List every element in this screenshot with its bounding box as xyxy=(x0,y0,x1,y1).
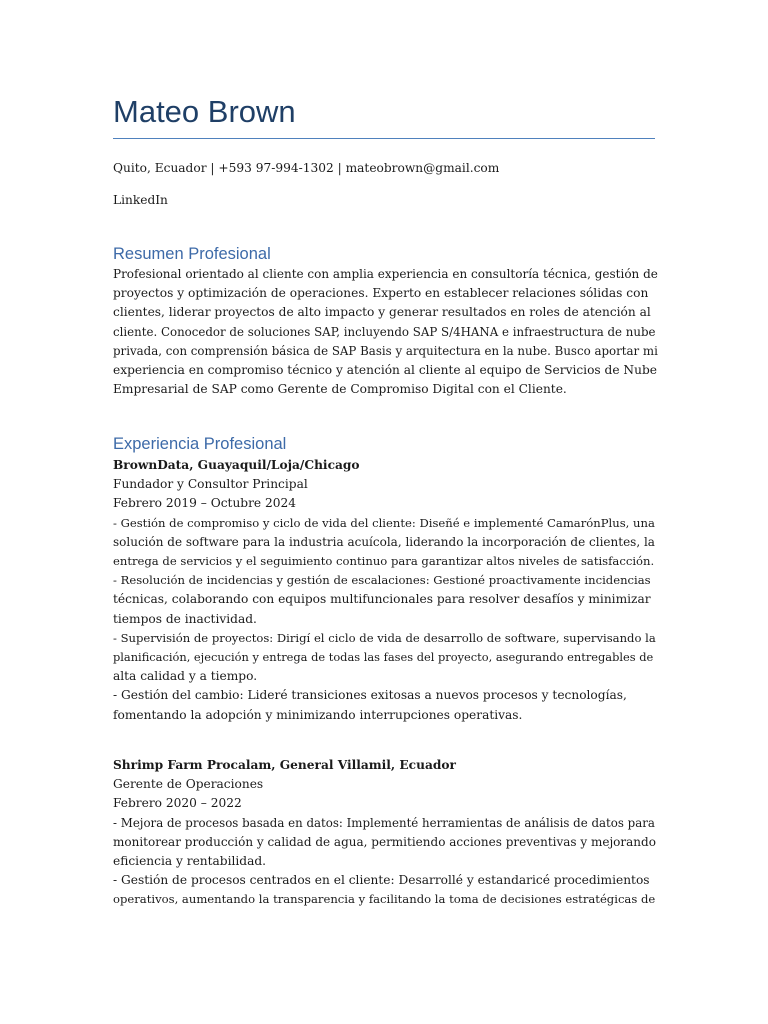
header-divider xyxy=(113,138,655,139)
candidate-name: Mateo Brown xyxy=(113,94,296,129)
job-line: - Supervisión de proyectos: Dirigí el ciclo de vida de desarrollo de software, supervisando la xyxy=(113,630,656,645)
job-entry xyxy=(113,756,658,910)
job-line: - Gestión de procesos centrados en el cliente: Desarrollé y estandaricé procedimientos xyxy=(113,873,650,888)
summary-line: experiencia en compromiso técnico y atención al cliente al equipo de Servicios de Nube xyxy=(113,363,657,378)
summary-heading: Resumen Profesional xyxy=(113,245,271,263)
contact-info: Quito, Ecuador | +593 97-994-1302 | mateobrown@gmail.com xyxy=(113,161,500,175)
job-line: planificación, ejecución y entrega de todas las fases del proyecto, asegurando entregables de xyxy=(113,650,654,665)
summary-line: clientes, liderar proyectos de alto impacto y generar resultados en roles de atención al xyxy=(113,305,651,320)
summary-line: proyectos y optimización de operaciones. Experto en establecer relaciones sólidas con xyxy=(113,286,649,301)
job-line: - Mejora de procesos basada en datos: Implementé herramientas de análisis de datos para xyxy=(113,815,655,830)
job-line: - Gestión de compromiso y ciclo de vida del cliente: Diseñé e implementé CamarónPlus, una xyxy=(113,515,655,530)
experience-heading: Experiencia Profesional xyxy=(113,435,287,453)
job-role: Fundador y Consultor Principal xyxy=(113,477,308,492)
job-line: técnicas, colaborando con equipos multifuncionales para resolver desafíos y minimizar xyxy=(113,592,651,607)
job-dates: Febrero 2020 – 2022 xyxy=(113,796,242,811)
summary-line: Empresarial de SAP como Gerente de Compromiso Digital con el Cliente. xyxy=(113,382,567,397)
job-dates: Febrero 2019 – Octubre 2024 xyxy=(113,496,297,511)
summary-text xyxy=(113,265,658,399)
summary-line: Profesional orientado al cliente con amplia experiencia en consultoría técnica, gestión de xyxy=(113,267,658,281)
job-line: - Resolución de incidencias y gestión de escalaciones: Gestioné proactivamente incidencias xyxy=(113,573,651,588)
job-line: - Gestión del cambio: Lideré transiciones exitosas a nuevos procesos y tecnologías, xyxy=(113,688,627,703)
job-line: fomentando la adopción y minimizando interrupciones operativas. xyxy=(113,707,523,722)
linkedin-label: LinkedIn xyxy=(113,193,168,207)
job-entry xyxy=(113,456,658,725)
job-company: BrownData, Guayaquil/Loja/Chicago xyxy=(113,458,360,472)
job-line: alta calidad y a tiempo. xyxy=(113,669,258,684)
summary-line: privada, con comprensión básica de SAP Basis y arquitectura en la nube. Busco aportar mi xyxy=(113,343,658,358)
job-line: entrega de servicios y el seguimiento continuo para garantizar altos niveles de satisfacción. xyxy=(113,554,655,569)
job-role: Gerente de Operaciones xyxy=(113,777,264,792)
summary-line: cliente. Conocedor de soluciones SAP, incluyendo SAP S/4HANA e infraestructura de nube xyxy=(113,324,656,339)
job-line: eficiencia y rentabilidad. xyxy=(113,854,267,869)
job-line: solución de software para la industria acuícola, liderando la incorporación de clientes, la xyxy=(113,534,655,549)
job-line: monitorear producción y calidad de agua, permitiendo acciones preventivas y mejorando xyxy=(113,834,656,849)
job-line: tiempos de inactividad. xyxy=(113,611,257,626)
job-line: operativos, aumentando la transparencia y facilitando la toma de decisiones estratégicas de xyxy=(113,892,656,907)
job-company: Shrimp Farm Procalam, General Villamil, Ecuador xyxy=(113,758,456,772)
